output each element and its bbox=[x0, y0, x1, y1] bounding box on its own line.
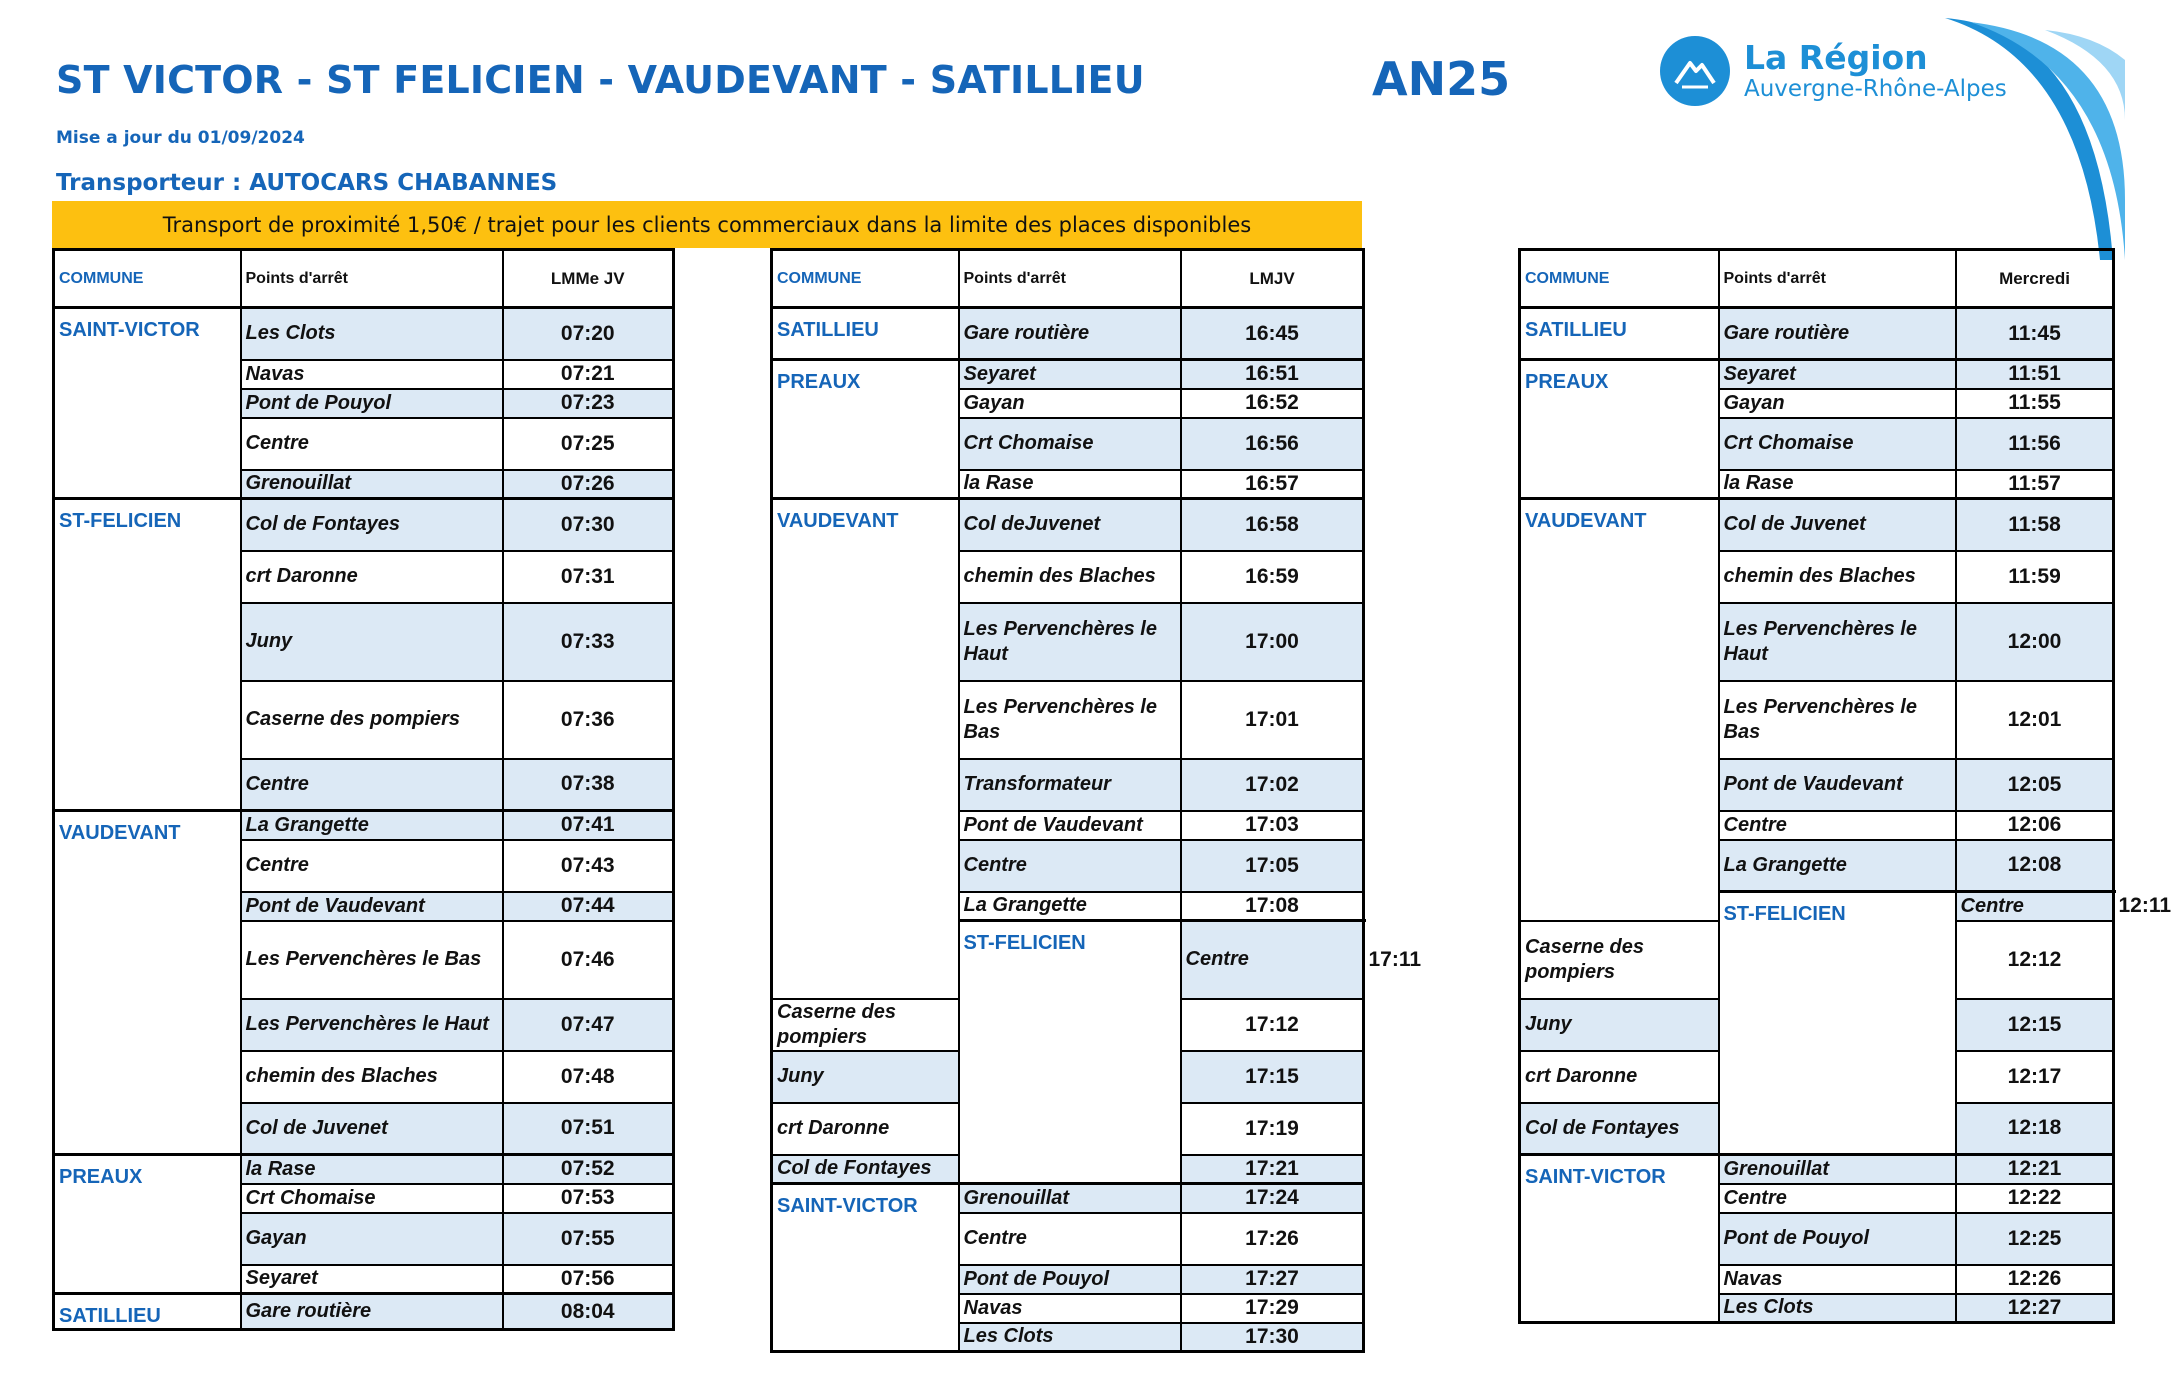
time-cell: 07:53 bbox=[503, 1184, 674, 1213]
stop-cell: La Grangette bbox=[1719, 840, 1956, 892]
time-cell: 12:06 bbox=[1956, 811, 2114, 840]
time-cell: 07:25 bbox=[503, 418, 674, 470]
stop-cell: Les Pervenchères le Bas bbox=[1719, 681, 1956, 759]
time-cell: 12:21 bbox=[1956, 1155, 2114, 1184]
table-row bbox=[1520, 360, 2114, 389]
stop-cell: Les Clots bbox=[1719, 1294, 1956, 1323]
time-cell: 07:21 bbox=[503, 360, 674, 389]
stop-cell: Les Clots bbox=[241, 308, 503, 360]
stop-cell: Centre bbox=[1719, 811, 1956, 840]
table-row bbox=[1520, 308, 2114, 360]
time-cell: 12:22 bbox=[1956, 1184, 2114, 1213]
time-cell: 07:38 bbox=[503, 759, 674, 811]
time-cell: 07:55 bbox=[503, 1213, 674, 1265]
region-logo bbox=[1660, 36, 2007, 106]
stop-cell: chemin des Blaches bbox=[959, 551, 1181, 603]
line-code: AN25 bbox=[1372, 52, 1511, 106]
stop-cell: Centre bbox=[241, 418, 503, 470]
table-header-row bbox=[1520, 250, 2114, 308]
table-header-row bbox=[772, 250, 1364, 308]
time-cell: 16:58 bbox=[1181, 499, 1364, 551]
stop-cell: Grenouillat bbox=[1719, 1155, 1956, 1184]
stop-cell: La Grangette bbox=[959, 892, 1181, 921]
time-cell: 17:27 bbox=[1181, 1265, 1364, 1294]
stop-cell: Juny bbox=[241, 603, 503, 681]
stop-cell: Centre bbox=[959, 840, 1181, 892]
time-cell: 12:12 bbox=[1956, 921, 2114, 999]
time-cell: 07:33 bbox=[503, 603, 674, 681]
time-cell: 16:45 bbox=[1181, 308, 1364, 360]
stop-cell: Les Clots bbox=[959, 1323, 1181, 1352]
stop-cell: Col de Juvenet bbox=[241, 1103, 503, 1155]
stop-cell: Grenouillat bbox=[241, 470, 503, 499]
header-stops: Points d'arrêt bbox=[241, 250, 503, 308]
time-cell: 07:41 bbox=[503, 811, 674, 840]
header-days: LMMe JV bbox=[503, 250, 674, 308]
header-days: Mercredi bbox=[1956, 250, 2114, 308]
stop-cell: Gayan bbox=[1719, 389, 1956, 418]
time-cell: 12:17 bbox=[1956, 1051, 2114, 1103]
time-cell: 07:44 bbox=[503, 892, 674, 921]
header-commune: COMMUNE bbox=[772, 250, 959, 308]
commune-cell: VAUDEVANT bbox=[54, 811, 241, 1155]
table-header-row bbox=[54, 250, 674, 308]
logo-subtitle: Auvergne-Rhône-Alpes bbox=[1744, 76, 2007, 102]
stop-cell: Pont de Vaudevant bbox=[1719, 759, 1956, 811]
table-row bbox=[54, 499, 674, 551]
stop-cell: Pont de Pouyol bbox=[1719, 1213, 1956, 1265]
commune-cell: SATILLIEU bbox=[772, 308, 959, 360]
stop-cell: Col de Juvenet bbox=[1719, 499, 1956, 551]
time-cell: 07:23 bbox=[503, 389, 674, 418]
timetable-wednesday-return bbox=[1518, 248, 2171, 1324]
time-cell: 07:47 bbox=[503, 999, 674, 1051]
stop-cell: Les Pervenchères le Bas bbox=[241, 921, 503, 999]
time-cell: 17:30 bbox=[1181, 1323, 1364, 1352]
time-cell: 07:48 bbox=[503, 1051, 674, 1103]
commune-cell: SATILLIEU bbox=[54, 1294, 241, 1330]
stop-cell: Gare routière bbox=[959, 308, 1181, 360]
time-cell: 17:19 bbox=[1181, 1103, 1364, 1155]
time-cell: 17:03 bbox=[1181, 811, 1364, 840]
stop-cell: Gayan bbox=[241, 1213, 503, 1265]
time-cell: 17:21 bbox=[1181, 1155, 1364, 1184]
time-cell: 16:59 bbox=[1181, 551, 1364, 603]
time-cell: 11:55 bbox=[1956, 389, 2114, 418]
commune-cell: SAINT-VICTOR bbox=[54, 308, 241, 499]
table-row bbox=[772, 308, 1364, 360]
stop-cell: Navas bbox=[241, 360, 503, 389]
table-row bbox=[54, 1294, 674, 1330]
commune-cell: VAUDEVANT bbox=[772, 499, 959, 999]
stop-cell: la Rase bbox=[241, 1155, 503, 1184]
time-cell: 12:27 bbox=[1956, 1294, 2114, 1323]
stop-cell: Col de Fontayes bbox=[1520, 1103, 1719, 1155]
stop-cell: Caserne des pompiers bbox=[772, 999, 959, 1051]
commune-cell: ST-FELICIEN bbox=[959, 921, 1181, 1184]
time-cell: 12:00 bbox=[1956, 603, 2114, 681]
stop-cell: Seyaret bbox=[241, 1265, 503, 1294]
carrier-name: Transporteur : AUTOCARS CHABANNES bbox=[56, 170, 558, 196]
stop-cell: Navas bbox=[959, 1294, 1181, 1323]
stop-cell: crt Daronne bbox=[1520, 1051, 1719, 1103]
time-cell: 17:00 bbox=[1181, 603, 1364, 681]
table-row bbox=[54, 308, 674, 360]
page-title: ST VICTOR - ST FELICIEN - VAUDEVANT - SATILLIEU bbox=[56, 58, 1145, 102]
commune-cell: ST-FELICIEN bbox=[1719, 892, 1956, 1155]
logo-name: La Région bbox=[1744, 38, 1928, 77]
stop-cell: Centre bbox=[241, 759, 503, 811]
commune-cell: VAUDEVANT bbox=[1520, 499, 1719, 921]
commune-cell: PREAUX bbox=[772, 360, 959, 499]
stop-cell: Gare routière bbox=[1719, 308, 1956, 360]
stop-cell: Transformateur bbox=[959, 759, 1181, 811]
table-row bbox=[772, 360, 1364, 389]
table-row bbox=[54, 1155, 674, 1184]
table-row bbox=[54, 811, 674, 840]
commune-cell: SAINT-VICTOR bbox=[1520, 1155, 1719, 1323]
stop-cell: Les Pervenchères le Haut bbox=[241, 999, 503, 1051]
stop-cell: crt Daronne bbox=[241, 551, 503, 603]
stop-cell: Crt Chomaise bbox=[241, 1184, 503, 1213]
time-cell: 11:58 bbox=[1956, 499, 2114, 551]
stop-cell: chemin des Blaches bbox=[1719, 551, 1956, 603]
time-cell: 07:51 bbox=[503, 1103, 674, 1155]
commune-cell: PREAUX bbox=[54, 1155, 241, 1294]
stop-cell: Les Pervenchères le Haut bbox=[959, 603, 1181, 681]
update-date: Mise a jour du 01/09/2024 bbox=[56, 128, 305, 148]
time-cell: 07:36 bbox=[503, 681, 674, 759]
time-cell: 11:56 bbox=[1956, 418, 2114, 470]
stop-cell: Gare routière bbox=[241, 1294, 503, 1330]
time-cell: 07:43 bbox=[503, 840, 674, 892]
stop-cell: Navas bbox=[1719, 1265, 1956, 1294]
stop-cell: Centre bbox=[959, 1213, 1181, 1265]
time-cell: 16:56 bbox=[1181, 418, 1364, 470]
header-commune: COMMUNE bbox=[54, 250, 241, 308]
stop-cell: Centre bbox=[241, 840, 503, 892]
stop-cell: Caserne des pompiers bbox=[241, 681, 503, 759]
commune-cell: ST-FELICIEN bbox=[54, 499, 241, 811]
stop-cell: Juny bbox=[1520, 999, 1719, 1051]
mountain-icon bbox=[1660, 36, 1730, 106]
time-cell: 11:57 bbox=[1956, 470, 2114, 499]
time-cell: 17:02 bbox=[1181, 759, 1364, 811]
time-cell: 08:04 bbox=[503, 1294, 674, 1330]
stop-cell: Centre bbox=[1719, 1184, 1956, 1213]
time-cell: 16:51 bbox=[1181, 360, 1364, 389]
time-cell: 12:05 bbox=[1956, 759, 2114, 811]
stop-cell: crt Daronne bbox=[772, 1103, 959, 1155]
commune-cell: SAINT-VICTOR bbox=[772, 1184, 959, 1352]
stop-cell: Pont de Vaudevant bbox=[241, 892, 503, 921]
stop-cell: Les Pervenchères le Bas bbox=[959, 681, 1181, 759]
stop-cell: Crt Chomaise bbox=[959, 418, 1181, 470]
time-cell: 12:01 bbox=[1956, 681, 2114, 759]
stop-cell: La Grangette bbox=[241, 811, 503, 840]
time-cell: 17:29 bbox=[1181, 1294, 1364, 1323]
time-cell: 11:59 bbox=[1956, 551, 2114, 603]
time-cell: 17:24 bbox=[1181, 1184, 1364, 1213]
time-cell: 07:30 bbox=[503, 499, 674, 551]
stop-cell: Crt Chomaise bbox=[1719, 418, 1956, 470]
time-cell: 11:45 bbox=[1956, 308, 2114, 360]
fare-banner-text: Transport de proximité 1,50€ / trajet pour les clients commerciaux dans la limite des places disponibles bbox=[162, 212, 1252, 237]
time-cell: 17:01 bbox=[1181, 681, 1364, 759]
stop-cell: Col deJuvenet bbox=[959, 499, 1181, 551]
commune-cell: PREAUX bbox=[1520, 360, 1719, 499]
time-cell: 07:46 bbox=[503, 921, 674, 999]
header-commune: COMMUNE bbox=[1520, 250, 1719, 308]
time-cell: 07:31 bbox=[503, 551, 674, 603]
time-cell: 16:57 bbox=[1181, 470, 1364, 499]
time-cell: 17:08 bbox=[1181, 892, 1364, 921]
header-stops: Points d'arrêt bbox=[1719, 250, 1956, 308]
stop-cell: Pont de Vaudevant bbox=[959, 811, 1181, 840]
time-cell: 17:05 bbox=[1181, 840, 1364, 892]
stop-cell: Grenouillat bbox=[959, 1184, 1181, 1213]
time-cell: 07:26 bbox=[503, 470, 674, 499]
table-row bbox=[772, 499, 1364, 551]
timetable-weekdays-return bbox=[770, 248, 1422, 1353]
table-row bbox=[1520, 499, 2114, 551]
time-cell: 12:15 bbox=[1956, 999, 2114, 1051]
timetable-weekdays-outbound bbox=[52, 248, 675, 1331]
header-days: LMJV bbox=[1181, 250, 1364, 308]
time-cell: 17:12 bbox=[1181, 999, 1364, 1051]
stop-cell: chemin des Blaches bbox=[241, 1051, 503, 1103]
time-cell: 17:26 bbox=[1181, 1213, 1364, 1265]
stop-cell: la Rase bbox=[959, 470, 1181, 499]
time-cell: 11:51 bbox=[1956, 360, 2114, 389]
stop-cell: Centre bbox=[1181, 921, 1364, 999]
header-stops: Points d'arrêt bbox=[959, 250, 1181, 308]
stop-cell: Gayan bbox=[959, 389, 1181, 418]
stop-cell: Seyaret bbox=[959, 360, 1181, 389]
time-cell: 12:25 bbox=[1956, 1213, 2114, 1265]
stop-cell: Centre bbox=[1956, 892, 2114, 921]
stop-cell: Juny bbox=[772, 1051, 959, 1103]
stop-cell: la Rase bbox=[1719, 470, 1956, 499]
time-cell: 12:26 bbox=[1956, 1265, 2114, 1294]
time-cell: 16:52 bbox=[1181, 389, 1364, 418]
fare-banner bbox=[52, 201, 1362, 248]
time-cell: 12:08 bbox=[1956, 840, 2114, 892]
stop-cell: Col de Fontayes bbox=[241, 499, 503, 551]
time-cell: 07:20 bbox=[503, 308, 674, 360]
time-cell: 12:18 bbox=[1956, 1103, 2114, 1155]
stop-cell: Les Pervenchères le Haut bbox=[1719, 603, 1956, 681]
stop-cell: Seyaret bbox=[1719, 360, 1956, 389]
commune-cell: SATILLIEU bbox=[1520, 308, 1719, 360]
stop-cell: Col de Fontayes bbox=[772, 1155, 959, 1184]
stop-cell: Pont de Pouyol bbox=[241, 389, 503, 418]
time-cell: 07:52 bbox=[503, 1155, 674, 1184]
time-cell: 17:15 bbox=[1181, 1051, 1364, 1103]
table-row: ST-FELICIEN Centre 12:11 bbox=[1520, 892, 2114, 921]
table-row bbox=[1520, 1155, 2114, 1184]
table-row: ST-FELICIEN Centre 17:11 bbox=[772, 921, 1364, 999]
table-row bbox=[772, 1184, 1364, 1213]
time-cell: 07:56 bbox=[503, 1265, 674, 1294]
stop-cell: Caserne des pompiers bbox=[1520, 921, 1719, 999]
stop-cell: Pont de Pouyol bbox=[959, 1265, 1181, 1294]
